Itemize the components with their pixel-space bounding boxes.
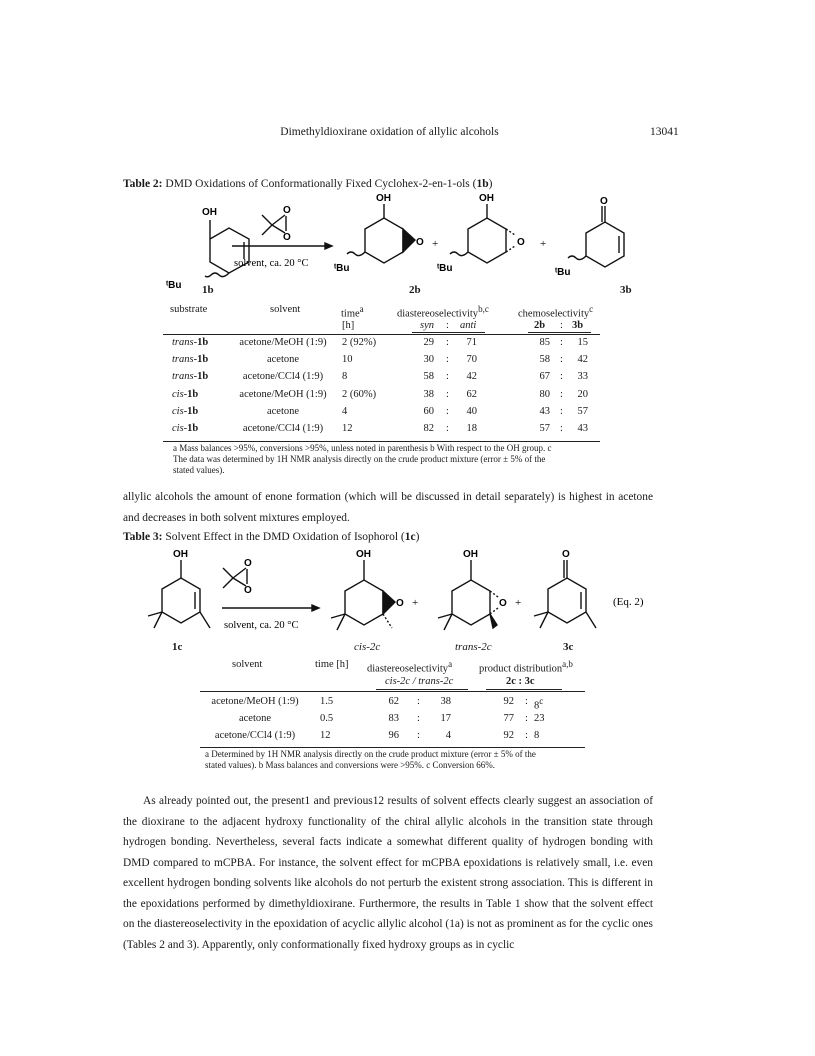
plus-1: + bbox=[432, 238, 439, 250]
label-2b: 2b bbox=[409, 284, 421, 296]
th-colon2: : bbox=[560, 320, 563, 331]
plus-2: + bbox=[540, 238, 547, 250]
t3-th-solvent: solvent bbox=[232, 659, 263, 670]
tbu-2b-anti: ᵗBu bbox=[437, 263, 453, 274]
table-row-syn: 38 bbox=[423, 388, 434, 400]
table-row-3c-sup: c bbox=[539, 696, 544, 706]
table2-conditions: solvent, ca. 20 °C bbox=[234, 258, 309, 269]
table-row-cis: 96 bbox=[388, 730, 399, 741]
table-row-2c: 77 bbox=[503, 713, 514, 724]
table-row-solvent: acetone/MeOH (1:9) bbox=[239, 388, 327, 400]
label-3c: 3c bbox=[563, 641, 574, 653]
table-row-syn: 30 bbox=[423, 354, 434, 366]
rule-top bbox=[163, 334, 600, 335]
table-row-colon: : bbox=[560, 371, 563, 383]
tbu-2b-syn: ᵗBu bbox=[334, 263, 350, 274]
table3-caption bbox=[123, 531, 419, 543]
o-2b-anti: O bbox=[517, 237, 525, 248]
table-row-colon: : bbox=[525, 713, 528, 724]
table2-caption-end: ) bbox=[488, 178, 493, 190]
table-row-syn: 58 bbox=[423, 371, 434, 383]
t3-rule-top bbox=[200, 691, 585, 692]
table-row-trans: 17 bbox=[440, 713, 451, 724]
table-row-colon: : bbox=[417, 696, 420, 707]
table-row-colon: : bbox=[446, 423, 449, 434]
table3-caption-text: Solvent Effect in the DMD Oxidation of Isophorol ( bbox=[165, 531, 405, 543]
table-row-colon: : bbox=[417, 730, 420, 741]
plus-4: + bbox=[515, 597, 522, 609]
th-time bbox=[341, 304, 364, 320]
table-row-colon: : bbox=[417, 713, 420, 724]
label-cis2c: cis-2c bbox=[354, 641, 381, 653]
table3-caption-label: Table 3: bbox=[123, 531, 163, 543]
t3-th-sub1: cis-2c / trans-2c bbox=[385, 676, 454, 687]
th-chemo bbox=[518, 304, 593, 320]
table-row-colon: : bbox=[446, 371, 449, 383]
table-row-time: 2 (92%) bbox=[342, 337, 377, 348]
table-row-2c: 92 bbox=[503, 696, 514, 707]
table-row-substrate: trans-1b bbox=[172, 337, 209, 348]
table-row-colon: : bbox=[446, 388, 449, 400]
table-row-solvent: acetone/MeOH (1:9) bbox=[211, 696, 299, 707]
t3-rule-product bbox=[486, 689, 562, 690]
table-row-2c: 92 bbox=[503, 730, 514, 741]
table2-footnote-3: stated values). bbox=[173, 465, 225, 475]
th-diastereo-sup: b,c bbox=[478, 304, 489, 314]
running-header bbox=[0, 126, 815, 138]
table-row-solvent: acetone/CCl4 (1:9) bbox=[242, 371, 324, 383]
oh-trans2c: OH bbox=[463, 549, 478, 560]
table-row-solvent: acetone/CCl4 (1:9) bbox=[214, 730, 296, 741]
th-time-text: time bbox=[341, 308, 360, 320]
th-time-unit: [h] bbox=[342, 320, 355, 331]
t3-th-diastereo bbox=[367, 659, 452, 675]
table-row-2b: 57 bbox=[539, 423, 550, 434]
table-row-cis: 62 bbox=[388, 696, 399, 707]
table-row-time: 1.5 bbox=[320, 696, 334, 707]
table-row-solvent: acetone bbox=[266, 405, 300, 417]
table-row-anti: 42 bbox=[466, 371, 477, 383]
table-row-solvent: acetone/CCl4 (1:9) bbox=[242, 423, 324, 434]
table-row-3c: 8 bbox=[534, 730, 540, 741]
table-row-time: 10 bbox=[342, 354, 353, 366]
table-row-syn: 60 bbox=[423, 405, 434, 417]
table-row-2b: 58 bbox=[539, 354, 550, 366]
table2-footnote-2: The data was determined by 1H NMR analysis directly on the crude product mixture (error ± 5% of the bbox=[173, 454, 546, 464]
table-row-3b: 33 bbox=[577, 371, 588, 383]
table-row-trans: 4 bbox=[445, 730, 451, 741]
oh-1c: OH bbox=[173, 549, 188, 560]
table-row-trans: 38 bbox=[440, 696, 451, 707]
table-row-3b: 43 bbox=[577, 423, 588, 434]
table-row-time: 8 bbox=[342, 371, 348, 383]
th-3b: 3b bbox=[572, 320, 584, 331]
o-dmd-4: O bbox=[244, 585, 252, 596]
table-row-anti: 18 bbox=[466, 423, 477, 434]
rule-syn-anti bbox=[412, 332, 485, 333]
table-row-3c: 8$^c$ bbox=[534, 696, 544, 712]
t3-th-product bbox=[479, 659, 573, 675]
table3-footnote-2: stated values). b Mass balances and conversions were >95%. c Conversion 66%. bbox=[205, 760, 495, 770]
oh-cis2c: OH bbox=[356, 549, 371, 560]
th-diastereo-text: diastereoselectivity bbox=[397, 308, 479, 320]
th-syn: syn bbox=[420, 320, 434, 331]
table3-caption-end: ) bbox=[415, 531, 420, 543]
table-row-3b: 15 bbox=[577, 337, 588, 348]
tbu-1b: ᵗBu bbox=[166, 280, 182, 291]
table2-caption-compound: 1b bbox=[476, 178, 489, 190]
label-1b: 1b bbox=[202, 284, 214, 296]
table-row-anti: 71 bbox=[466, 337, 477, 348]
t3-th-diastereo-sup: a bbox=[448, 659, 453, 669]
t3-th-diastereo-text: diastereoselectivity bbox=[367, 663, 449, 675]
table-row-solvent: acetone bbox=[238, 713, 272, 724]
running-title: Dimethyldioxirane oxidation of allylic alcohols bbox=[280, 126, 499, 138]
table3-footnote-1: a Determined by 1H NMR analysis directly on the crude product mixture (error ± 5% of the bbox=[205, 749, 536, 759]
o-3b: O bbox=[600, 196, 608, 207]
tbu-3b: ᵗBu bbox=[555, 267, 571, 278]
o-3c: O bbox=[562, 549, 570, 560]
table-row-syn: 82 bbox=[423, 423, 434, 434]
o-dmd-3: O bbox=[244, 558, 252, 569]
label-trans2c: trans-2c bbox=[455, 641, 492, 653]
table3-caption-compound: 1c bbox=[404, 531, 416, 543]
o-dmd-1: O bbox=[283, 205, 291, 216]
o-dmd-2: O bbox=[283, 232, 291, 243]
table-row-2b: 80 bbox=[539, 388, 550, 400]
oh-2b-anti: OH bbox=[479, 193, 494, 204]
th-solvent: solvent bbox=[270, 304, 301, 315]
table2-footnote-1: a Mass balances >95%, conversions >95%, unless noted in parenthesis b With respect to the OH group. c bbox=[173, 443, 552, 453]
table-row-time: 12 bbox=[342, 423, 353, 434]
page-number: 13041 bbox=[650, 126, 679, 138]
table3-conditions: solvent, ca. 20 °C bbox=[224, 620, 299, 631]
th-time-sup: a bbox=[359, 304, 364, 314]
eq-label: (Eq. 2) bbox=[613, 596, 644, 608]
th-anti: anti bbox=[460, 320, 477, 331]
rule-chemo bbox=[528, 332, 591, 333]
table-row-time: 0.5 bbox=[320, 713, 334, 724]
t3-th-product-sup: a,b bbox=[562, 659, 573, 669]
table-row-time: 12 bbox=[320, 730, 331, 741]
table-row-colon: : bbox=[560, 423, 563, 434]
rule-bottom bbox=[163, 441, 600, 442]
table-row-colon: : bbox=[525, 730, 528, 741]
th-colon: : bbox=[446, 320, 449, 331]
table-row-time: 4 bbox=[342, 405, 348, 417]
table-row-3c: 23 bbox=[534, 713, 545, 724]
table3-footnotes bbox=[205, 749, 605, 771]
table-row-anti: 70 bbox=[466, 354, 477, 366]
th-chemo-sup: c bbox=[589, 304, 594, 314]
o-trans2c: O bbox=[499, 598, 507, 609]
t3-rule-diastereo bbox=[376, 689, 468, 690]
table-row-substrate: cis-1b bbox=[172, 423, 199, 434]
table2-scheme bbox=[0, 195, 815, 295]
th-substrate: substrate bbox=[170, 304, 208, 315]
oh-1b: OH bbox=[202, 207, 217, 218]
table-row-anti: 40 bbox=[466, 405, 477, 417]
table-row-colon: : bbox=[560, 354, 563, 366]
table-row-substrate: cis-1b bbox=[172, 405, 199, 417]
table-row-solvent: acetone/MeOH (1:9) bbox=[239, 337, 327, 348]
label-3b: 3b bbox=[620, 284, 632, 296]
table-row-2b: 43 bbox=[539, 405, 550, 417]
table2-caption-label: Table 2: bbox=[123, 178, 163, 190]
table-row-cis: 83 bbox=[388, 713, 399, 724]
th-2b: 2b bbox=[534, 320, 546, 331]
paragraph-1: allylic alcohols the amount of enone formation (which will be discussed in detail separately) is highest in acetone and decreases in both solvent mixtures employed. bbox=[123, 491, 653, 524]
table-row-substrate: trans-1b bbox=[172, 371, 209, 383]
o-2b-syn: O bbox=[416, 237, 424, 248]
t3-rule-bottom bbox=[200, 747, 585, 748]
table2-footnotes bbox=[173, 443, 623, 476]
table-row-2b: 85 bbox=[539, 337, 550, 348]
table-row-anti: 62 bbox=[466, 388, 477, 400]
table-row-colon: : bbox=[525, 696, 528, 707]
table-row-2b: 67 bbox=[539, 371, 550, 383]
table-row-colon: : bbox=[560, 337, 563, 348]
table-row-colon: : bbox=[446, 354, 449, 366]
label-1c: 1c bbox=[172, 641, 183, 653]
table-row-3b: 20 bbox=[577, 388, 588, 400]
plus-3: + bbox=[412, 597, 419, 609]
table-row-3b: 57 bbox=[577, 405, 588, 417]
table-row-time: 2 (60%) bbox=[342, 388, 377, 400]
table-row-solvent: acetone bbox=[266, 354, 300, 366]
table-row-colon: : bbox=[560, 405, 563, 417]
th-diastereo bbox=[397, 304, 489, 320]
t3-th-product-text: product distribution bbox=[479, 663, 563, 675]
t3-th-sub2: 2c : 3c bbox=[506, 676, 535, 687]
table-row-3b: 42 bbox=[577, 354, 588, 366]
table-row-colon: : bbox=[560, 388, 563, 400]
table-row-substrate: trans-1b bbox=[172, 354, 209, 366]
table2-caption bbox=[123, 178, 492, 190]
t3-th-time: time [h] bbox=[315, 659, 349, 670]
th-chemo-text: chemoselectivity bbox=[518, 308, 590, 320]
oh-2b-syn: OH bbox=[376, 193, 391, 204]
table-row-colon: : bbox=[446, 405, 449, 417]
table2-caption-text: DMD Oxidations of Conformationally Fixed Cyclohex-2-en-1-ols ( bbox=[165, 178, 477, 190]
table-row-colon: : bbox=[446, 337, 449, 348]
paragraph-2: As already pointed out, the present1 and previous12 results of solvent effects clearly suggest an association of the dioxirane to the adjacent hydroxy functionality of the chiral allylic alcohols in the transition state through hydrogen bonding. Nevertheless, several facts indicate a somewhat different quality of hydrogen bonding with DMD compared to mCPBA. For instance, the solvent effect for mCPBA epoxidations is relatively small, i.e. even excellent hydrogen bonding solvents like alcohols do not perturb the existent strong association. This is different in the epoxidations performed by dimethyldioxirane. Furthermore, the results in Table 1 show that the solvent effect on the diastereoselectivity in the epoxidation of acyclic allylic alcohol (1a) is not as prominent as for the cyclic ones (Tables 2 and 3). Apparently, only conformationally fixed hydroxy groups as in cyclic bbox=[123, 795, 653, 951]
table-row-substrate: cis-1b bbox=[172, 388, 199, 400]
table3-scheme bbox=[0, 548, 815, 648]
table-row-syn: 29 bbox=[423, 337, 434, 348]
o-cis2c: O bbox=[396, 598, 404, 609]
